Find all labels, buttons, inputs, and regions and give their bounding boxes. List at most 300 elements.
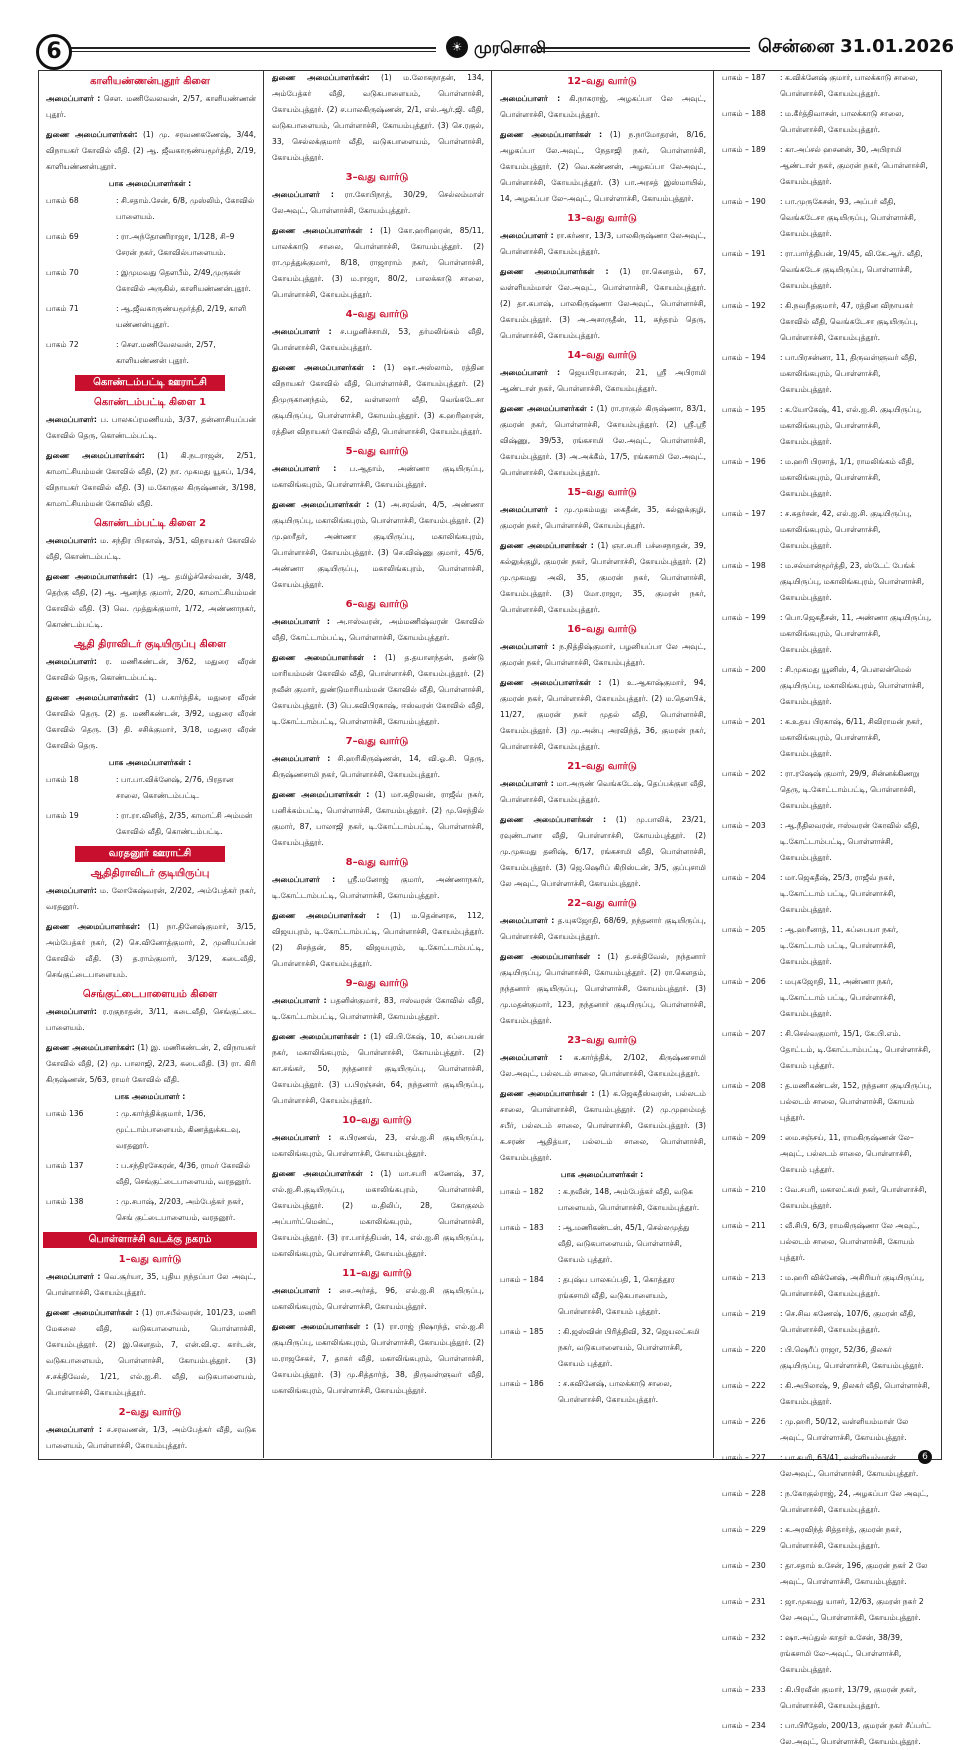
entry-label: துணை அமைப்பாளர்கள் : xyxy=(500,541,594,550)
city-date: சென்னை 31.01.2026 xyxy=(758,36,955,57)
entry-paragraph xyxy=(272,614,484,646)
entry-paragraph xyxy=(46,1305,256,1401)
entry-paragraph xyxy=(46,569,256,633)
booth-organizer: : மு.சபாஷ், 2/203, அம்பேத்கர் நகர், செங் குட்டைபாளையம், வரதனூர். xyxy=(116,1197,244,1222)
entry-paragraph xyxy=(46,127,256,175)
entry-label: துணை அமைப்பாளர்கள் : xyxy=(272,1169,374,1178)
booth-organizer: : க.யோகேஷ், 41, எல்.ஐ.சி. குடியிருப்பு, மகாலிங்கபுரம், பொள்ளாச்சி, கோயம்புத்தூர். xyxy=(780,405,922,446)
booth-row xyxy=(722,1558,934,1590)
entry-label: துணை அமைப்பாளர்கள் : xyxy=(272,653,377,662)
booth-number: பாகம் 71 xyxy=(46,304,79,313)
booth-organizer: : கி.பிரவீன் குமார், 13/79, குமரன் நகர், பொள்ளாச்சி, கோயம்புத்தூர். xyxy=(780,1685,917,1710)
entry-paragraph xyxy=(500,538,706,618)
entry-paragraph xyxy=(46,1269,256,1301)
booth-organizer: : பா.பிரீதேஸ், 200/13, குமரன் நகர் சீப்பர்ட் லே.அவுட், பொள்ளாச்சி, கோயம்புத்தூர். xyxy=(780,1721,931,1746)
booth-row xyxy=(722,1270,934,1302)
booth-number: பாகம் – 226 xyxy=(722,1417,766,1426)
booth-row xyxy=(46,229,256,261)
entry-text: ஜெயபிரபாகரன், 21, ஸ்ரீ அபிராமி ஆண்டாள் நகர், பொள்ளாச்சி, கோயம்புத்தூர். xyxy=(500,368,706,393)
entry-paragraph xyxy=(500,502,706,534)
booth-number: பாகம் – 195 xyxy=(722,405,766,414)
subheading: பாக அமைப்பாளர்கள் : xyxy=(108,179,192,188)
entry-label: அமைப்பாளர்: xyxy=(46,886,97,895)
booth-row xyxy=(722,142,934,190)
booth-row xyxy=(722,350,934,398)
entry-paragraph xyxy=(500,127,706,207)
booth-organizer: : ந.கோகுல்ராஜ், 24, அழகப்பா லே அவுட், பொள்ளாச்சி, கோயம்புத்தூர். xyxy=(780,1489,929,1514)
subheading: பாக அமைப்பாளர்கள் : xyxy=(560,1170,644,1179)
booth-number: பாகம் – 186 xyxy=(500,1379,544,1388)
entry-text: வெ.சூர்யா, 35, புதிய நந்தப்பா லே அவுட், பொள்ளாச்சி, கோயம்புத்தூர். xyxy=(46,1272,256,1297)
entry-text: (1) ப.கார்த்திக், மதுரை வீரன் கோவில் தெரு. (2) த. மணிகண்டன், 3/92, மதுரை வீரன் கோவில் தெரு. (3) தி. சசிக்குமார், 3/18, மதுரை வீரன் கோவில் தெரு. xyxy=(46,693,256,750)
booth-number: பாகம் – 227 xyxy=(722,1453,766,1462)
entry-label: அமைப்பாளர் : xyxy=(500,368,560,377)
booth-number: பாகம் – 194 xyxy=(722,353,766,362)
booth-organizer: : பொ.ஜெகதீசன், 11, அண்ணா குடியிருப்பு, மகாலிங்கபுரம், பொள்ளாச்சி, கோயம்புத்தூர். xyxy=(780,613,932,654)
entry-text: ஸ்ரீ.மனோஜ் குமார், அண்ணாநகர், டி.கோட்டாம்பட்டி, பொள்ளாச்சி, கோயம்புத்தூர். xyxy=(272,875,484,900)
booth-organizer: : கி.நவநீதகுமார், 47, ரத்தின விநாயகர் கோவில் வீதி, வெங்கடேசா குடியிருப்பு, பொள்ளாச்சி, கோயம்புத்தூர். xyxy=(780,301,918,342)
entry-text: (1) ரா.கௌதம், 67, வள்ளியம்மாள் லே.அவுட், பொள்ளாச்சி, கோயம்புத்தூர். (2) தா.கபாஷ், பாலகிருஷ்ணா லேஅவுட், பொள்ளாச்சி, கோயம்புத்தூர். (3) அ.அசாருதீன், 11, சுந்தரம் தெரு, பொள்ளாச்சி, கோயம்புத்தூர். xyxy=(500,267,706,340)
booth-number: பாகம் – 232 xyxy=(722,1633,766,1642)
entry-paragraph xyxy=(46,1040,256,1088)
section-heading: 1–வது வார்டு xyxy=(118,1254,182,1265)
booth-organizer: : ப.சந்திரசேகரன், 4/36, ராமர் கோவில் வீதி, செங்குட்டைபாளையம், வரதனூர். xyxy=(116,1161,252,1186)
section-heading: 8–வது வார்டு xyxy=(345,857,409,868)
booth-row xyxy=(722,454,934,502)
entry-label: துணை அமைப்பாளர்கள் : xyxy=(46,1308,139,1317)
booth-organizer: : செ.சிவ கணேஷ், 107/6, குமரன் வீதி, பொள்ளாச்சி, கோயம்புத்தூர். xyxy=(780,1309,916,1334)
entry-paragraph xyxy=(46,448,256,512)
booth-number: பாகம் – 182 xyxy=(500,1187,544,1196)
booth-row xyxy=(722,1306,934,1338)
entry-text: ர.ரகுநாதன், 3/11, கடைவீதி, செங்குட்டை பாளையம். xyxy=(46,1007,256,1032)
booth-row xyxy=(722,1522,934,1554)
entry-paragraph xyxy=(272,1166,484,1262)
booth-number: பாகம் – 199 xyxy=(722,613,766,622)
booth-organizer: : ரா.அந்தோணிராஜா, 1/128, சி–9 சேரன் நகர், கோவில்பாளையம். xyxy=(116,232,235,257)
booth-number: பாகம் 136 xyxy=(46,1109,84,1118)
booth-row xyxy=(722,1342,934,1374)
entry-text: த.யுகஜோதி, 68/69, நந்தனார் குடியிருப்பு, பொள்ளாச்சி, கோயம்புத்தூர். xyxy=(500,916,706,941)
booth-number: பாகம் – 201 xyxy=(722,717,766,726)
entry-text: மு.முகம்மது கைதீன், 35, கல்லுக்குழி, குமரன் நகர், பொள்ளாச்சி, கோயம்புத்தூர். xyxy=(500,505,707,530)
booth-number: பாகம் – 184 xyxy=(500,1275,544,1284)
entry-text: (1) க.ஜெகதீஸ்வரன், பல்லடம் சாலை, பொள்ளாச்சி, கோயம்புத்தூர். (2) மு.முஹம்மத் சபீர், பல்லடம் சாலை, பொள்ளாச்சி, கோயம்புத்தூர். (3) க.சரண் ஆதித்யா, பல்லடம் சாலை, பொள்ளாச்சி, கோயம்புத்தூர். xyxy=(500,1089,706,1162)
entry-label: துணை அமைப்பாளர்கள் : xyxy=(272,911,380,920)
section-heading: செங்குட்டைபாளையம் கிளை xyxy=(82,989,218,1000)
booth-organizer: : க.அரவிந்த் சித்தார்த், குமரன் நகர், பொள்ளாச்சி, கோயம்புத்தூர். xyxy=(780,1525,902,1550)
booth-organizer: : தா.சதாம் உசேன், 196, குமரன் நகர் 2 லே அவுட், பொள்ளாச்சி, கோயம்புத்தூர். xyxy=(780,1561,928,1586)
entry-paragraph xyxy=(500,91,706,123)
booth-row xyxy=(722,1486,934,1518)
entry-label: துணை அமைப்பாளர்கள் : xyxy=(500,130,603,139)
booth-number: பாகம் 72 xyxy=(46,340,79,349)
booth-row xyxy=(722,1218,934,1266)
booth-organizer: : மு.ஹரி, 50/12, வள்ளியம்மாள் லே அவுட், பொள்ளாச்சி, கோயம்புத்தூர். xyxy=(780,1417,909,1442)
entry-label: துணை அமைப்பாளர்கள் : xyxy=(500,404,594,413)
entry-text: ப.ஆதாம், அண்ணா குடியிருப்பு, மகாலிங்கபுரம், பொள்ளாச்சி, கோயம்புத்தூர். xyxy=(272,464,485,489)
booth-organizer: : ரா.ரா.வினித், 2/35, காமாட்சி அம்மன் கோவில் வீதி, கொண்டம்பட்டி. xyxy=(116,811,253,836)
booth-organizer: : ச.சுதர்சன், 42, எல்.ஐ.சி. குடியிருப்பு, மகாலிங்கபுரம், பொள்ளாச்சி, கோயம்புத்தூர். xyxy=(780,509,912,550)
column-divider xyxy=(713,70,714,1458)
booth-row xyxy=(722,298,934,346)
entry-text: (1) ம.லோகநாதன், 134, அம்பேத்கர் வீதி, வடுகபாளையம், பொள்ளாச்சி, கோயம்புத்தூர். (2) ச.பாலகிருஷ்ணன், 2/1, எல்.ஆர்.ஜி. வீதி, வடுகபாளையம், பொள்ளாச்சி, கோயம்புத்தூர். (3) செ.ரகுல், 33, செல்லக்குமார் வீதி, வடுகபாளையம், பொள்ளாச்சி, கோயம்புத்தூர். xyxy=(272,73,484,162)
booth-number: பாகம் – 213 xyxy=(722,1273,766,1282)
booth-organizer: : க.விக்னேஷ் குமார், பாலக்காடு சாலை, பொள்ளாச்சி, கோயம்புத்தூர். xyxy=(780,73,918,98)
booth-organizer: : பி.ஷெரீப் ராஜா, 52/36, திலகர் குடியிருப்பு, பொள்ளாச்சி, கோயம்புத்தூர். xyxy=(780,1345,924,1370)
section-heading: கொண்டம்பட்டி கிளை 1 xyxy=(93,397,207,408)
booth-organizer: : தபுஷ்ப பாலசுப்பதி, 1, கொத்தூர ரங்கசாமி வீதி, வடுகபாளையம், பொள்ளாச்சி, கோயம் புத்தூர். xyxy=(558,1275,675,1316)
booth-number: பாகம் 69 xyxy=(46,232,79,241)
entry-label: துணை அமைப்பாளர்கள்: xyxy=(46,693,139,702)
booth-number: பாகம் – 185 xyxy=(500,1327,544,1336)
header-rule-right xyxy=(538,47,750,52)
booth-number: பாகம் – 191 xyxy=(722,249,766,258)
entry-text: (1) கி.நடராஜன், 2/51, காமாட்சியம்மன் கோவில் வீதி, (2) நா. முகமது யூசுப், 1/34, விநாயகர் கோவில் வீதி. (3) ம.கோகுல கிருஷ்ணன், 3/198, காமாட்சியம்மன் கோவில் வீதி. xyxy=(46,451,256,508)
entry-text: (1) ஷா.அஸ்லாம், ரத்தின விநாயகர் கோவில் வீதி, பொள்ளாச்சி, கோயம்புத்தூர். (2) திமுருகானந்தம், 62, வள்ளலார் வீதி, வெங்கடேசா குடியிருப்பு, பொள்ளாச்சி, கோயம்புத்தூர். (3) க.ஹரிஹரன், ரத்தின விநாயகர் கோவில் வீதி, பொள்ளாச்சி, கோயம்புத்தூர். xyxy=(272,363,484,436)
section-heading: 14–வது வார்டு xyxy=(567,350,637,361)
entry-label: துணை அமைப்பாளர்கள்: xyxy=(46,451,145,460)
entry-label: அமைப்பாளர் : xyxy=(500,505,558,514)
entry-paragraph xyxy=(46,533,256,565)
booth-number: பாகம் – 204 xyxy=(722,873,766,882)
entry-paragraph xyxy=(272,650,484,730)
column-4 xyxy=(716,70,938,1746)
entry-label: துணை அமைப்பாளர்கள் : xyxy=(272,1322,369,1331)
entry-text: (1) ரா.ராஜ் நிஷாந்த், எல்.ஐ.சி குடியிருப்பு, மகாலிங்கபுரம், பொள்ளாச்சி, கோயம்புத்தூர். (2) ம.ராஜசேகர், 7, தாசுர் வீதி, மகாலிங்கபுரம், பொள்ளாச்சி, கோயம்புத்தூர். (3) மு.சித்தார்த், 38, திருவள்ளுவர் வீதி, மகாலிங்கபுரம், பொள்ளாச்சி, கோயம்புத்தூர். xyxy=(272,1322,485,1395)
booth-organizer: : ம.ஹரி விக்னேஷ், அசிரியர் குடியிருப்பு, பொள்ளாச்சி, கோயம்புத்தூர். xyxy=(780,1273,925,1298)
entry-label: துணை அமைப்பாளர்கள்: xyxy=(46,572,138,581)
section-heading: கொண்டம்பட்டி கிளை 2 xyxy=(93,518,207,529)
section-heading: 4–வது வார்டு xyxy=(345,309,409,320)
entry-label: அமைப்பாளர் : xyxy=(500,1053,563,1062)
section-heading: 10–வது வார்டு xyxy=(342,1115,412,1126)
section-heading: 23–வது வார்டு xyxy=(567,1035,637,1046)
section-banner: கொண்டம்பட்டி ஊராட்சி xyxy=(75,375,225,391)
booth-organizer: : க.நவீன், 148, அம்பேத்கர் வீதி, வடுக பாளையம், பொள்ளாச்சி, கோயம்புத்தூர். xyxy=(558,1187,700,1212)
entry-text: (1) மா.சபரி கணேஷ், 37, எல்.ஐ.சி.குடியிருப்பு, மகாலிங்கபுரம், பொள்ளாச்சி, கோயம்புத்தூர். (2) ம.திலிப், 28, கோகுலம் அப்பார்ட்மென்ட், மகாலிங்கபுரம், பொள்ளாச்சி, கோயம்புத்தூர். (3) ரா.பார்த்திபன், 14, எல்.ஐ.சி குடியிருப்பு, மகாலிங்கபுரம், பொள்ளாச்சி, கோயம்புத்தூர். xyxy=(272,1169,484,1258)
booth-row xyxy=(722,714,934,762)
booth-organizer: : ஆ.ஜீவகாருண்யமூர்த்தி, 2/19, காளி யண்ணன்புதூர். xyxy=(116,304,247,329)
booth-row xyxy=(722,1078,934,1126)
booth-organizer: : வீ.சிபி, 6/3, ராமகிருஷ்ணா லே அவுட், பல்லடம் சாலை, பொள்ளாச்சி, கோயம் புத்தூர். xyxy=(780,1221,920,1262)
booth-number: பாகம் – 228 xyxy=(722,1489,766,1498)
booth-organizer: : ரா.ரஷேஷ் குமார், 29/9, சின்னக்கிணறு தெரு, டி.கோட்டாம்பட்டி, பொள்ளாச்சி, கோயம்புத்தூர். xyxy=(780,769,920,810)
entry-text: ரா.கர்ணா, 13/3, பாலகிருஷ்ணா லேஅவுட், பொள்ளாச்சி, கோயம்புத்தூர். xyxy=(500,231,706,256)
entry-text: (1) இ. மணிகண்டன், 2, விநாயகர் கோவில் வீதி, (2) மு. பாலாஜி, 2/23, கடைவீதி. (3) ரா. கிரி கிருஷ்ணன், 5/63, ராமர் கோவில் வீதி. xyxy=(46,1043,256,1084)
booth-row xyxy=(722,662,934,710)
entry-paragraph xyxy=(500,1086,706,1166)
booth-number: பாகம் – 202 xyxy=(722,769,766,778)
entry-label: துணை அமைப்பாளர்கள் : xyxy=(272,1032,367,1041)
booth-number: பாகம் – 206 xyxy=(722,977,766,986)
masthead: முரசொலி xyxy=(474,38,546,57)
booth-number: பாகம் – 196 xyxy=(722,457,766,466)
booth-organizer: : இமுமவது தௌபீம், 2/49,முருகன் கோவில் அருகில், காளியண்ணன்புதூர். xyxy=(116,268,251,293)
booth-row xyxy=(722,70,934,102)
section-heading: 7–வது வார்டு xyxy=(345,736,409,747)
booth-number: பாகம் – 188 xyxy=(722,109,766,118)
booth-row xyxy=(722,1594,934,1626)
entry-paragraph xyxy=(272,751,484,783)
booth-number: பாகம் – 231 xyxy=(722,1597,766,1606)
booth-number: பாகம் – 207 xyxy=(722,1029,766,1038)
entry-label: அமைப்பாளர் : xyxy=(272,1133,332,1142)
section-heading: 2–வது வார்டு xyxy=(118,1407,182,1418)
booth-row xyxy=(722,402,934,450)
booth-row xyxy=(46,193,256,225)
booth-organizer: : ம.சல்மான்மூர்த்தி, 23, ஸ்டேட் பேங்க் குடியிருப்பு, மகாலிங்கபுரம், பொள்ளாச்சி, கோயம்புத்தூர். xyxy=(780,561,925,602)
entry-label: அமைப்பாளர் : xyxy=(500,231,554,240)
booth-row xyxy=(722,1718,934,1750)
booth-row xyxy=(722,1414,934,1446)
booth-number: பாகம் – 208 xyxy=(722,1081,766,1090)
booth-organizer: : ஆ.ஹரீனாத், 11, சுப்பையா நகர், டி.கோட்டாம் பட்டி, பொள்ளாச்சி, கோயம்புத்தூர். xyxy=(780,925,899,966)
entry-paragraph xyxy=(500,675,706,755)
booth-number: பாகம் 68 xyxy=(46,196,79,205)
section-heading: 9–வது வார்டு xyxy=(345,978,409,989)
entry-text: (1) ம.தென்னரசு, 112, விஜயபுரம், டி.கோட்டாம்பட்டி, பொள்ளாச்சி, கோயம்புத்தூர். (2) சிசந்தன், 85, விஜயபுரம், டி.கோட்டாம்பட்டி, பொள்ளாச்சி, கோயம்புத்தூர். xyxy=(272,911,484,968)
section-heading: 6–வது வார்டு xyxy=(345,599,409,610)
entry-label: துணை அமைப்பாளர்கள் : xyxy=(500,678,602,687)
booth-row xyxy=(722,1026,934,1074)
booth-organizer: : சி.முகமது யூனிஸ், 4, பௌலன்மெல் குடியிருப்பு, மகாலிங்கபுரம், பொள்ளாச்சி, கோயம்புத்தூர். xyxy=(780,665,925,706)
entry-paragraph xyxy=(500,365,706,397)
booth-number: பாகம் – 209 xyxy=(722,1133,766,1142)
section-heading: 11–வது வார்டு xyxy=(342,1268,412,1279)
booth-row xyxy=(722,106,934,138)
header-rule-left xyxy=(70,47,436,52)
booth-organizer: : சி.செல்வகுமார், 15/1, கே.பி.எம். தோட்டம், டி.கோட்டாம்பட்டி, பொள்ளாச்சி, கோயம் புத்தூர். xyxy=(780,1029,931,1070)
entry-label: அமைப்பாளர் : xyxy=(500,94,561,103)
entry-paragraph xyxy=(272,461,484,493)
booth-row xyxy=(722,974,934,1022)
booth-number: பாகம் 19 xyxy=(46,811,79,820)
entry-paragraph xyxy=(500,639,706,671)
section-heading: 3–வது வார்டு xyxy=(345,172,409,183)
entry-paragraph xyxy=(46,654,256,686)
section-heading: 22–வது வார்டு xyxy=(567,898,637,909)
booth-organizer: : கி.அபிலாஷ், 9, திலகர் வீதி, பொள்ளாச்சி, கோயம்புத்தூர். xyxy=(780,1381,931,1406)
entry-text: (1) நா.தினேஷ்குமார், 3/15, அம்பேத்கர் நகர், (2) செ.வினோத்குமார், 2, முனியப்பன் கோவில் வீதி. (3) த.ராம்குமார், 3/129, கடைவீதி, செங்குட்டைபாளையம். xyxy=(46,922,257,979)
section-heading: ஆதிதிராவிடர் குடியிருப்பு xyxy=(90,868,210,879)
entry-text: சௌ. மணிவேலவன், 2/57, காளியண்ணன் புதூர். xyxy=(46,94,256,119)
booth-row xyxy=(46,265,256,297)
section-heading: 5–வது வார்டு xyxy=(345,446,409,457)
page-number: 6 xyxy=(36,34,72,70)
booth-row xyxy=(722,1378,934,1410)
entry-paragraph xyxy=(272,908,484,972)
entry-label: அமைப்பாளர் : xyxy=(272,754,331,763)
booth-organizer: : பா.முருகேசன், 93, அப்பர் வீதி, வெங்கடேசா குடியிருப்பு, பொள்ளாச்சி, கோயம்புத்தூர். xyxy=(780,197,917,238)
booth-organizer: : த.மணிகண்டன், 152, நந்தனா குடியிருப்பு, பல்லடம் சாலை, பொள்ளாச்சி, கோயம் புத்தூர். xyxy=(780,1081,932,1122)
entry-paragraph xyxy=(272,187,484,219)
section-heading: ஆதி திராவிடர் குடியிருப்பு கிளை xyxy=(73,639,227,650)
entry-label: துணை அமைப்பாளர்கள்: xyxy=(46,922,141,931)
entry-label: துணை அமைப்பாளர்கள்: xyxy=(46,1043,135,1052)
column-divider xyxy=(263,70,264,1458)
rising-sun-icon: ☀ xyxy=(446,36,468,58)
booth-organizer: : ஆ.மணிகண்டன், 45/1, செல்லமுத்து வீதி, வடுகபாளையம், பொள்ளாச்சி, கோயம் புத்தூர். xyxy=(558,1223,690,1264)
entry-text: ர. மணிகண்டன், 3/62, மதுரை வீரன் கோவில் தெரு, கொண்டம்பட்டி. xyxy=(46,657,256,682)
section-heading: 16–வது வார்டு xyxy=(567,624,637,635)
entry-paragraph xyxy=(272,1319,484,1399)
booth-number: பாகம் – 197 xyxy=(722,509,766,518)
entry-label: அமைப்பாளர் : xyxy=(46,1425,102,1434)
entry-text: (1) ஆ. தமிழ்ச்செல்வன், 3/48, தெற்கு வீதி, (2) ஆ. ஆனந்த குமார், 2/20, காமாட்சியம்மன் கோவில் வீதி. (3) வெ. முத்துக்குமார், 1/72, அண்ணாநகர், கொண்டம்பட்டி. xyxy=(46,572,256,629)
entry-text: பதனின்குமார், 83, ஈஸ்வரன் கோவில் வீதி, டி.கோட்டாம்பட்டி, பொள்ளாச்சி, கோயம்புத்தூர். xyxy=(272,996,484,1021)
booth-row xyxy=(722,1182,934,1214)
section-heading: 12–வது வார்டு xyxy=(567,76,637,87)
booth-row xyxy=(722,1682,934,1714)
booth-number: பாகம் – 210 xyxy=(722,1185,766,1194)
entry-label: அமைப்பாளர் : xyxy=(272,1286,332,1295)
booth-row xyxy=(722,246,934,294)
section-heading: 15–வது வார்டு xyxy=(567,487,637,498)
entry-paragraph xyxy=(500,228,706,260)
booth-number: பாகம் – 200 xyxy=(722,665,766,674)
entry-label: அமைப்பாளர் : xyxy=(272,327,332,336)
entry-paragraph xyxy=(272,324,484,356)
booth-row xyxy=(722,1630,934,1678)
booth-number: பாகம் – 183 xyxy=(500,1223,544,1232)
entry-paragraph xyxy=(46,883,256,915)
entry-label: துணை அமைப்பாளர்கள் : xyxy=(272,500,370,509)
entry-paragraph xyxy=(272,993,484,1025)
entry-text: சி.ஹரிகிருஷ்ணன், 14, வி.ஓ.சி. தெரு, கிருஷ்ணசாமி நகர், பொள்ளாச்சி, கோயம்புத்தூர். xyxy=(272,754,484,779)
entry-label: துணை அமைப்பாளர்கள் : xyxy=(272,790,370,799)
booth-organizer: : ஜா.முகமது யாசர், 12/63, குமரன் நகர் 2 லே அவுட், பொள்ளாச்சி, கோயம்புத்தூர். xyxy=(780,1597,924,1622)
entry-label: அமைப்பாளர் : xyxy=(500,779,554,788)
entry-label: அமைப்பாளர் : xyxy=(46,1272,101,1281)
section-heading: காளியண்ணன்புதூர் கிளை xyxy=(90,76,210,87)
entry-label: துணை அமைப்பாளர்கள் : xyxy=(500,1089,595,1098)
column-divider xyxy=(491,70,492,1458)
entry-paragraph xyxy=(272,787,484,851)
entry-text: (1) ந.நாமோதரன், 8/16, அழகப்பா லே.அவுட், நேதாஜி நகர், பொள்ளாச்சி, கோயம்புத்தூர். (2) வெ.கண்ணன், அழகப்பா லேஅவுட், பொள்ளாச்சி, கோயம்புத்தூர். (3) பா.அரசத் இஸ்மாயில், 14, அழகப்பா லே–அவுட், பொள்ளாச்சி, கோயம்புத்தூர். xyxy=(500,130,706,203)
entry-text: ம. சந்திர பிரகாஷ், 3/51, விநாயகர் கோவில் வீதி, கொண்டம்பட்டி. xyxy=(46,536,256,561)
entry-text: ந.நித்திஷ்குமார், பழனியப்பா லே அவுட், குமரன் நகர், பொள்ளாச்சி, கோயம்புத்தூர். xyxy=(500,642,706,667)
booth-row xyxy=(46,1106,256,1154)
booth-row xyxy=(722,506,934,554)
entry-text: ப. பாலசுப்ரமணியம், 3/37, தன்னாசியப்பன் கோவில் தெரு, கொண்டம்பட்டி. xyxy=(46,415,256,440)
booth-organizer: : சி.சதாம்.சேன், 6/8, முஸ்லிம், கோவில் பாளையம். xyxy=(116,196,255,221)
booth-organizer: : ஆ.நீதிலவரன், ஈஸ்வரன் கோவில் வீதி, டி.கோட்டாம்பட்டி, பொள்ளாச்சி, கோயம்புத்தூர். xyxy=(780,821,920,862)
column-2 xyxy=(266,70,488,1458)
entry-paragraph xyxy=(500,264,706,344)
entry-paragraph xyxy=(500,401,706,481)
booth-number: பாகம் – 205 xyxy=(722,925,766,934)
entry-paragraph xyxy=(46,91,256,123)
booth-row xyxy=(46,301,256,333)
subheading: பாக அமைப்பாளர்கள் : xyxy=(108,758,192,767)
entry-text: (1) மு. சரவணகணேஷ், 3/44, விநாயகர் கோவில் வீதி. (2) ஆ. ஜீவகாருண்யமூர்த்தி, 2/19, காளியண்ணன்புதூர். xyxy=(46,130,257,171)
entry-paragraph xyxy=(46,1422,256,1454)
booth-organizer: : ச.கவினேஷ், பாலக்காடு சாலை, பொள்ளாச்சி, கோயம்புத்தூர். xyxy=(558,1379,673,1404)
entry-text: சை.அர்சத், 96, எல்.ஐ.சி குடியிருப்பு, மகாலிங்கபுரம், பொள்ளாச்சி, கோயம்புத்தூர். xyxy=(272,1286,484,1311)
entry-label: அமைப்பாளர்: xyxy=(46,536,97,545)
entry-label: அமைப்பாளர் : xyxy=(272,464,337,473)
booth-number: பாகம் – 234 xyxy=(722,1721,766,1730)
booth-row xyxy=(46,808,256,840)
booth-number: பாகம் – 198 xyxy=(722,561,766,570)
booth-organizer: : சௌ.மணிவேலவன், 2/57, காளியண்ணன் புதூர். xyxy=(116,340,216,365)
entry-text: ம. லோகேஷ்வரன், 2/202, அம்பேத்கர் நகர், வரதனூர். xyxy=(46,886,256,911)
entry-paragraph xyxy=(272,223,484,303)
booth-number: பாகம் – 211 xyxy=(722,1221,766,1230)
booth-number: பாகம் – 189 xyxy=(722,145,766,154)
booth-row xyxy=(722,194,934,242)
booth-number: பாகம் – 190 xyxy=(722,197,766,206)
entry-text: க.பிரணவ், 23, எல்.ஐ.சி குடியிருப்பு, மகாலிங்கபுரம், பொள்ளாச்சி, கோயம்புத்தூர். xyxy=(272,1133,484,1158)
booth-organizer: : கா.அப்சல் ஹசனன், 30, அபிராமி ஆண்டாள் நகர், குமரன் நகர், பொள்ளாச்சி, கோயம்புத்தூர். xyxy=(780,145,928,186)
booth-row xyxy=(722,818,934,866)
booth-organizer: : பா.பிரசன்னா, 11, திருவள்ளுவர் வீதி, மகாலிங்கபுரம், பொள்ளாச்சி, கோயம்புத்தூர். xyxy=(780,353,917,394)
booth-row xyxy=(500,1324,706,1372)
booth-number: பாகம் – 192 xyxy=(722,301,766,310)
booth-row xyxy=(46,337,256,369)
booth-organizer: : ம.ஹரி பிரசாத், 1/1, ராமலிங்கம் வீதி, மகாலிங்கபுரம், பொள்ளாச்சி, கோயம்புத்தூர். xyxy=(780,457,915,498)
entry-label: அமைப்பாளர்: xyxy=(46,415,97,424)
booth-number: பாகம் – 203 xyxy=(722,821,766,830)
section-banner: பொள்ளாச்சி வடக்கு நகரம் xyxy=(43,1232,257,1248)
booth-number: பாகம் – 230 xyxy=(722,1561,766,1570)
entry-label: துணை அமைப்பாளர்கள் : xyxy=(272,226,373,235)
entry-text: ரா.கோபிநாத், 30/29, செல்லம்மாள் லேஅவுட், பொள்ளாச்சி, கோயம்புத்தூர். xyxy=(272,190,484,215)
column-1 xyxy=(40,70,260,1458)
entry-label: துணை அமைப்பாளர்கள்: xyxy=(46,130,138,139)
booth-number: பாகம் 70 xyxy=(46,268,79,277)
booth-row xyxy=(500,1376,706,1408)
entry-text: (1) ரா.சபீல்வரன், 101/23, மணி மேகலை வீதி, வடுகபாளையம், பொள்ளாச்சி, கோயம்புத்தூர். (2) இ.கௌதம், 7, என்.வி.ஏ. கார்டன், வடுகபாளையம், பொள்ளாச்சி, கோயம்புத்தூர். (3) ச.சக்திவேல், 1/21, எல்.ஐ.சி. வீதி, வடுகபாளையம், பொள்ளாச்சி, கோயம்புத்தூர். xyxy=(46,1308,256,1397)
booth-number: பாகம் 138 xyxy=(46,1197,84,1206)
entry-label: துணை அமைப்பாளர்கள்: xyxy=(272,73,370,82)
entry-text: (1) வி.பி.கேஷ், 10, சுப்பையன் நகர், மகாலிங்கபுரம், பொள்ளாச்சி, கோயம்புத்தூர். (2) கா.சங்கர், 50, நந்தனார் குடியிருப்பு, பொள்ளாச்சி, கோயம்புத்தூர். (3) ப.பிரஞ்சன், 64, நந்தனார் குடியிருப்பு, பொள்ளாச்சி, கோயம்புத்தூர். xyxy=(272,1032,485,1105)
entry-paragraph xyxy=(500,1050,706,1082)
entry-text: (1) மு.பாலிக், 23/21, ரவுண்டானா வீதி, பொள்ளாச்சி, கோயம்புத்தூர். (2) மு.முகமது தனிஷ், 6/17, ரங்கசாமி வீதி, பொள்ளாச்சி, கோயம்புத்தூர். (3) ஜெ.ஷெரிப் கிறிஸ்டன், 3/5, குப்புசாமி லே அவுட், பொள்ளாச்சி, கோயம்புத்தூர். xyxy=(500,815,707,888)
section-heading: 21–வது வார்டு xyxy=(567,761,637,772)
entry-label: அமைப்பாளர் : xyxy=(272,996,327,1005)
section-heading: 13–வது வார்டு xyxy=(567,213,637,224)
entry-paragraph xyxy=(500,812,706,892)
entry-paragraph xyxy=(272,360,484,440)
booth-organizer: : ஷா.அப்துல் காதர் உசேன், 38/39, ரங்கசாமி லே–அவுட், பொள்ளாச்சி, கோயம்புத்தூர். xyxy=(780,1633,903,1674)
entry-paragraph xyxy=(272,1130,484,1162)
entry-text: (1) த.சக்திவேல், நந்தனார் குடியிருப்பு, பொள்ளாச்சி, கோயம்புத்தூர். (2) ரா.கௌதம், நந்தனார் குடியிருப்பு, பொள்ளாச்சி, கோயம்புத்தூர். (3) மு.மதன்குமார், 123, நந்தனார் குடியிருப்பு, பொள்ளாச்சி, கோயம்புத்தூர். xyxy=(500,952,706,1025)
entry-paragraph xyxy=(46,412,256,444)
entry-paragraph xyxy=(272,497,484,593)
booth-organizer: : மா.ஜெகதீஷ், 25/3, ராஜீவ் நகர், டி.கோட்டாம் பட்டி, பொள்ளாச்சி, கோயம்புத்தூர். xyxy=(780,873,896,914)
booth-number: பாகம் 137 xyxy=(46,1161,84,1170)
entry-label: அமைப்பாளர் : xyxy=(46,94,101,103)
booth-organizer: : வே.சபரி, மகாலட்சுமி நகர், பொள்ளாச்சி, கோயம்புத்தூர். xyxy=(780,1185,927,1210)
entry-label: அமைப்பாளர் : xyxy=(272,190,334,199)
booth-row xyxy=(46,1158,256,1190)
booth-row xyxy=(722,766,934,814)
entry-text: ச.பழனிச்சாமி, 53, தர்மலிங்கம் வீதி, பொள்ளாச்சி, கோயம்புத்தூர். xyxy=(272,327,484,352)
entry-text: (1) ஞா.சபரி பச்சைநாதன், 39, கல்லுக்குழி, குமரன் நகர், பொள்ளாச்சி, கோயம்புத்தூர். (2) மு.முகமது அலி, 35, குமரன் நகர், பொள்ளாச்சி, கோயம்புத்தூர். (3) மோ.ராஜா, 35, குமரன் நகர், பொள்ளாச்சி, கோயம்புத்தூர். xyxy=(500,541,706,614)
booth-organizer: : பா.சபரி, 63/41, வள்ளியம்மாள் லேஅவுட், பொள்ளாச்சி, கோயம்புத்தூர். xyxy=(780,1453,919,1478)
entry-paragraph xyxy=(272,70,484,166)
entry-text: ச.சரவணன், 1/3, அம்பேத்கர் வீதி, வடுக பாளையம், பொள்ளாச்சி, கோயம்புத்தூர். xyxy=(46,1425,256,1450)
booth-number: பாகம் – 229 xyxy=(722,1525,766,1534)
entry-text: (1) கோ.ஹரிஹரன், 85/11, பாலக்காடு சாலை, பொள்ளாச்சி, கோயம்புத்தூர். (2) ரா.முத்துக்குமார், 8/18, ராஜாராம் நகர், பொள்ளாச்சி, கோயம்புத்தூர். (3) ம.ராஜா, 80/2, பாலக்காடு சாலை, பொள்ளாச்சி, கோயம்புத்தூர். xyxy=(272,226,484,299)
entry-label: அமைப்பாளர் : xyxy=(272,875,336,884)
booth-row xyxy=(46,1194,256,1226)
booth-organizer: : க.உதய பிரகாஷ், 6/11, சிவிராமன் நகர், மகாலிங்கபுரம், பொள்ளாச்சி, கோயம்புத்தூர். xyxy=(780,717,923,758)
booth-row xyxy=(722,1130,934,1178)
booth-number: பாகம் – 233 xyxy=(722,1685,766,1694)
